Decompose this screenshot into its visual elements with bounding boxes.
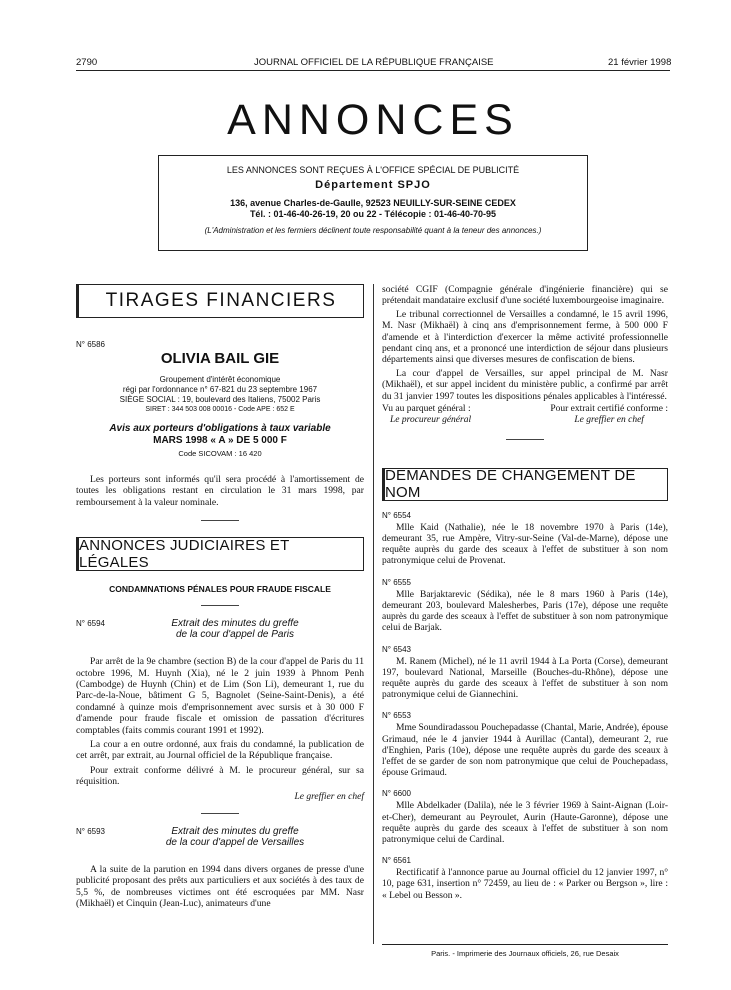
certified-signer: Le greffier en chef bbox=[574, 415, 644, 426]
extract-title: Extrait des minutes du greffe bbox=[171, 618, 299, 630]
list-item bbox=[382, 711, 668, 779]
announcement-6594 bbox=[76, 618, 364, 801]
announcement-number: N° 6553 bbox=[382, 711, 411, 721]
demandes-heading-box bbox=[382, 468, 668, 501]
notice-box bbox=[158, 155, 588, 251]
separator bbox=[506, 439, 544, 440]
vu-signer: Le procureur général bbox=[390, 415, 472, 426]
announcement-number: N° 6594 bbox=[76, 619, 105, 629]
notice-disclaimer: (L'Administration et les fermiers déclinent toute responsabilité quant à la teneur des annonces.) bbox=[204, 226, 542, 235]
announcement-text: Rectificatif à l'annonce parue au Journal officiel du 12 janvier 1997, n° 10, page 631, insertion n° 72459, au lieu de : « Parker ou Bergson », lire : « Lebel ou Besson ». bbox=[382, 868, 668, 901]
list-item bbox=[382, 511, 668, 568]
certified-label: Pour extrait certifié conforme : bbox=[550, 404, 668, 415]
announcement-text: Mlle Abdelkader (Dalila), née le 3 février 1969 à Saint-Aignan (Loir-et-Cher), demeurant au Peyroulet, Aurin (Haute-Garonne), dépose une requête auprès du garde des sceaux à l'effet de substituer à son nom patronymique celui de Cardinal. bbox=[382, 801, 668, 845]
section-heading: TIRAGES FINANCIERS bbox=[105, 290, 337, 311]
announcement-number: N° 6586 bbox=[76, 340, 105, 349]
company-seat: SIÈGE SOCIAL : 19, boulevard des Italiens, 75002 Paris bbox=[119, 395, 321, 404]
extract-court: de la cour d'appel de Versailles bbox=[165, 836, 305, 848]
announcement-text: Mlle Kaid (Nathalie), née le 18 novembre 1970 à Paris (14e), demeurant 35, rue Ampère, Vitry-sur-Seine (Val-de-Marne), dépose une requête auprès du garde des sceaux à l'effet de substituer à son nom patronymique celui de Provenat. bbox=[382, 522, 668, 567]
section-heading: DEMANDES DE CHANGEMENT DE NOM bbox=[385, 467, 636, 502]
announcement-number: N° 6561 bbox=[382, 856, 411, 866]
judiciaires-heading-box bbox=[76, 537, 364, 571]
issue-date: 21 février 1998 bbox=[608, 57, 672, 68]
company-info bbox=[76, 375, 364, 415]
header-rule bbox=[76, 70, 670, 71]
announcement-number: N° 6600 bbox=[382, 789, 411, 799]
company-regulation: régi par l'ordonnance n° 67-821 du 23 septembre 1967 bbox=[122, 385, 318, 394]
announcement-text: M. Ranem (Michel), né le 11 avril 1944 à La Porta (Corse), demeurant 197, boulevard National, Marseille (Bouches-du-Rhône), dépose une requête auprès du garde des sceaux à l'effet de substituer à son nom patronymique celui de Giannechini. bbox=[382, 656, 668, 701]
separator bbox=[201, 813, 239, 814]
avis-title: Avis aux porteurs d'obligations à taux variable bbox=[109, 423, 331, 434]
tirages-body: Les porteurs sont informés qu'il sera procédé à l'amortissement de toutes les obligations restant en circulation le 31 mars 1998, par remboursement à la valeur nominale. bbox=[76, 474, 364, 508]
company-type: Groupement d'intérêt économique bbox=[159, 375, 281, 384]
page-number: 2790 bbox=[76, 57, 98, 68]
announcement-text: Mlle Barjaktarevic (Sédika), née le 8 mars 1960 à Paris (14e), demeurant 203, boulevard Malesherbes, Paris (17e), dépose une requête auprès du garde des sceaux à l'effet de substituer à son nom patronymique celui de Barjak. bbox=[382, 589, 668, 634]
paragraph: La cour d'appel de Versailles, sur appel principal de M. Nasr (Mikhaël), et sur appel incident du ministère public, a confirmé par arrêt du 31 janvier 1997 toutes les dispositions pénales applicables à l'intéressé. bbox=[382, 367, 668, 402]
announcement-6593 bbox=[76, 826, 364, 910]
paragraph: Pour extrait conforme délivré à M. le procureur général, sur sa réquisition. bbox=[76, 764, 364, 788]
extract-court: de la cour d'appel de Paris bbox=[175, 629, 295, 641]
right-column bbox=[382, 284, 668, 902]
paragraph: société CGIF (Compagnie générale d'ingénierie financière) qui se prétendait mandataire exclusif d'une société luxembourgeoise imaginaire. bbox=[382, 284, 668, 307]
list-item bbox=[382, 856, 668, 902]
notice-address: 136, avenue Charles-de-Gaulle, 92523 NEUILLY-SUR-SEINE CEDEX bbox=[230, 198, 516, 208]
signature-right bbox=[550, 404, 668, 427]
extract-title: Extrait des minutes du greffe bbox=[171, 825, 299, 837]
company-siret: SIRET : 344 503 008 00016 - Code APE : 652 E bbox=[145, 406, 295, 413]
paragraph: Par arrêt de la 9e chambre (section B) de la cour d'appel de Paris du 11 octobre 1996, M. Huynh (Xia), né le 2 juin 1939 à Phnom Penh (Cambodge) de Huynh (Chin) et de Lim (Son Li), demeurant 1, rue du Parc-de-la-Noue, bâtiment G 5, Bagnolet (Seine-Saint-Denis), a été condamné à quinze mois d'emprisonnement avec sursis et à 30 000 F d'amende pour fraude fiscale et omission de passation d'écritures comptables (faits commis courant 1991 et 1992). bbox=[76, 656, 364, 736]
column-divider bbox=[373, 284, 374, 944]
announcement-text: Mme Soundiradassou Pouchepadasse (Chantal, Marie, Andrée), épouse Grimaud, née le 4 janvier 1944 à Aurillac (Cantal), demeurant 2, rue d'Enghien, Paris (10e), dépose une requête auprès du garde des sceaux à l'effet de se garder de son nom patronymique que celui de Pouchepadass, épouse Grimaud. bbox=[382, 723, 668, 779]
journal-title: JOURNAL OFFICIEL DE LA RÉPUBLIQUE FRANÇAISE bbox=[254, 57, 494, 68]
tirages-heading-box bbox=[76, 284, 364, 318]
bond-series: MARS 1998 « A » DE 5 000 F bbox=[153, 435, 287, 446]
imprint: Paris. - Imprimerie des Journaux officiels, 26, rue Desaix bbox=[431, 949, 619, 958]
signature-block bbox=[382, 404, 668, 427]
paragraph: Le tribunal correctionnel de Versailles a condamné, le 15 avril 1996, M. Nasr (Mikhaël) à cinq ans d'emprisonnement ferme, à 500 000 F d'amende et à l'interdiction d'exercer la même activité professionnelle pendant cinq ans, et a prononcé une interdiction de séjour dans plusieurs départements ainsi que diverses mesures de confiscation de biens. bbox=[382, 308, 668, 366]
signature: Le greffier en chef bbox=[294, 791, 364, 802]
company-name: OLIVIA BAIL GIE bbox=[160, 350, 280, 367]
separator bbox=[201, 520, 239, 521]
left-column bbox=[76, 284, 364, 909]
main-title: ANNONCES bbox=[227, 96, 519, 144]
signature-left bbox=[382, 404, 471, 427]
announcement-number: N° 6555 bbox=[382, 577, 411, 587]
sicovam-code: Code SICOVAM : 16 420 bbox=[178, 449, 262, 458]
announcement-number: N° 6543 bbox=[382, 644, 411, 654]
department-name: Département SPJO bbox=[315, 179, 431, 191]
name-change-list bbox=[382, 511, 668, 902]
notice-line: LES ANNONCES SONT REÇUES À L'OFFICE SPÉCIAL DE PUBLICITÉ bbox=[226, 165, 520, 175]
separator bbox=[201, 605, 239, 606]
section-heading: ANNONCES JUDICIAIRES ET LÉGALES bbox=[79, 537, 290, 572]
list-item bbox=[382, 789, 668, 846]
sub-heading: CONDAMNATIONS PÉNALES POUR FRAUDE FISCALE bbox=[109, 584, 331, 595]
paragraph: La cour a en outre ordonné, aux frais du condamné, la publication de cet arrêt, par extrait, au Journal officiel de la République française. bbox=[76, 739, 364, 762]
footer-rule bbox=[382, 944, 668, 945]
announcement-number: N° 6593 bbox=[76, 826, 105, 836]
notice-phone: Tél. : 01-46-40-26-19, 20 ou 22 - Télécopie : 01-46-40-70-95 bbox=[249, 209, 497, 219]
announcement-number: N° 6554 bbox=[382, 510, 411, 520]
list-item bbox=[382, 645, 668, 702]
list-item bbox=[382, 578, 668, 635]
paragraph: A la suite de la parution en 1994 dans divers organes de presse d'une publicité proposant des prêts aux particuliers et aux sociétés à des taux de 5,5 %, de nombreuses victimes ont été escroquées par MM. Nasr (Mikhaël) et Cinquin (Jean-Luc), animateurs d'une bbox=[76, 863, 364, 909]
vu-label: Vu au parquet général : bbox=[382, 404, 471, 415]
